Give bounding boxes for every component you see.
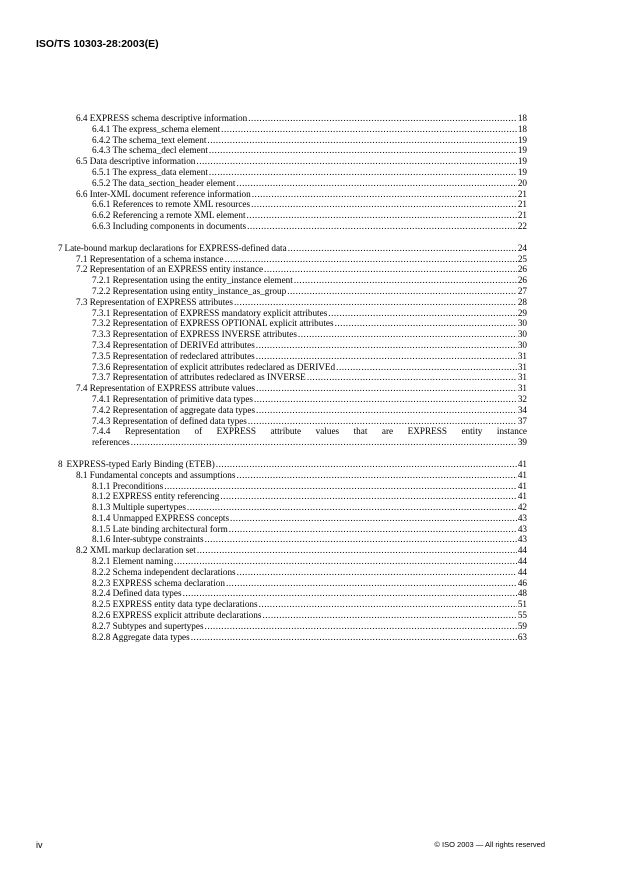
dot-leader <box>262 610 516 621</box>
toc-entry[interactable] <box>58 243 527 254</box>
toc-entry-title: 7.3.5 Representation of redeclared attributes <box>92 350 255 361</box>
toc-page-number: 24 <box>517 242 527 253</box>
dot-leader <box>164 481 517 492</box>
toc-entry-title: 8.1.3 Multiple supertypes <box>92 502 186 513</box>
toc-entry[interactable] <box>58 578 527 589</box>
toc-entry-title: 7.2.2 Representation using entity_instance_as_group <box>92 285 287 296</box>
toc-entry[interactable] <box>58 145 527 156</box>
toc-entry-title: Late-bound markup declarations for EXPRESS-defined data <box>64 242 287 253</box>
dot-leader <box>209 145 517 156</box>
toc-entry-title: 8.1.5 Late binding architectural form <box>92 523 228 534</box>
toc-entry[interactable] <box>58 556 527 567</box>
toc-entry[interactable] <box>58 610 527 621</box>
toc-page-number: 18 <box>517 123 527 134</box>
toc-page-number: 31 <box>517 350 527 361</box>
dot-leader <box>230 513 517 524</box>
table-of-contents <box>58 113 527 642</box>
toc-page-number: 59 <box>517 620 527 631</box>
dot-leader <box>236 470 516 481</box>
toc-entry[interactable] <box>58 372 527 383</box>
dot-leader <box>307 372 517 383</box>
dot-leader <box>287 286 517 297</box>
toc-clause-number: 8 <box>58 458 63 469</box>
toc-entry-title: 6.4.2 The schema_text element <box>92 134 207 145</box>
toc-entry[interactable] <box>58 189 527 200</box>
dot-leader <box>252 189 517 200</box>
toc-entry[interactable] <box>58 340 527 351</box>
toc-entry-title: 6.6.3 Including components in documents <box>92 220 247 231</box>
toc-entry[interactable] <box>58 199 527 210</box>
dot-leader <box>226 578 517 589</box>
dot-leader <box>256 383 517 394</box>
toc-entry[interactable] <box>58 588 527 599</box>
toc-entry[interactable] <box>58 178 527 189</box>
page-number: iv <box>36 840 43 850</box>
toc-page-number: 44 <box>517 556 527 567</box>
toc-entry-title: 6.4.1 The express_schema element <box>92 123 221 134</box>
toc-entry-title: 7.4.1 Representation of primitive data types <box>92 393 253 404</box>
dot-leader <box>251 199 517 210</box>
toc-page-number: 26 <box>517 264 527 275</box>
toc-entry-title: 7.3.7 Representation of attributes redeclared as INVERSE <box>92 372 306 383</box>
dot-leader <box>298 329 517 340</box>
toc-entry[interactable] <box>58 502 527 513</box>
toc-entry-title: 7.4.2 Representation of aggregate data types <box>92 404 256 415</box>
toc-page-number: 19 <box>517 134 527 145</box>
dot-leader <box>197 545 517 556</box>
toc-entry[interactable] <box>58 470 527 481</box>
toc-entry[interactable] <box>58 599 527 610</box>
toc-entry[interactable] <box>58 329 527 340</box>
toc-page-number: 41 <box>517 480 527 491</box>
dot-leader <box>229 524 517 535</box>
toc-entry-title: 7.3 Representation of EXPRESS attributes <box>76 296 233 307</box>
toc-entry-title: 6.4.3 The schema_decl element <box>92 145 208 156</box>
toc-entry-title: 8.1 Fundamental concepts and assumptions <box>76 469 236 480</box>
toc-entry-title: 8.1.1 Preconditions <box>92 480 164 491</box>
dot-leader <box>247 221 517 232</box>
dot-leader <box>191 632 517 643</box>
dot-leader <box>131 437 517 448</box>
toc-entry-title: 6.5 Data descriptive information <box>76 156 196 167</box>
toc-entry-title: 6.5.2 The data_section_header element <box>92 177 236 188</box>
toc-entry-title-continued: references <box>92 437 130 448</box>
toc-entry[interactable] <box>58 351 527 362</box>
toc-page-number: 31 <box>517 372 527 383</box>
toc-entry[interactable] <box>58 264 527 275</box>
toc-entry[interactable] <box>58 124 527 135</box>
toc-entry[interactable] <box>58 156 527 167</box>
toc-entry-title: 8.1.2 EXPRESS entity referencing <box>92 491 220 502</box>
toc-page-number: 22 <box>517 220 527 231</box>
toc-page-number: 28 <box>517 296 527 307</box>
toc-page-number: 30 <box>517 318 527 329</box>
toc-entry[interactable] <box>58 383 527 394</box>
toc-entry-title: 8.2.4 Defined data types <box>92 588 182 599</box>
toc-page-number: 51 <box>517 599 527 610</box>
dot-leader <box>256 351 517 362</box>
toc-page-number: 44 <box>517 545 527 556</box>
toc-entry[interactable] <box>58 416 527 427</box>
toc-entry[interactable] <box>58 567 527 578</box>
toc-entry-title: 8.1.4 Unmapped EXPRESS concepts <box>92 512 230 523</box>
toc-entry-title: 8.2.2 Schema independent declarations <box>92 566 236 577</box>
toc-page-number: 19 <box>517 156 527 167</box>
toc-entry-title: 7.4.4 Representation of EXPRESS attribute values that are EXPRESS entity instance <box>92 426 527 437</box>
toc-page-number: 41 <box>517 458 527 469</box>
toc-page-number: 21 <box>517 188 527 199</box>
toc-entry-title: 8.2.7 Subtypes and supertypes <box>92 620 204 631</box>
toc-page-number: 42 <box>517 502 527 513</box>
dot-leader <box>328 308 517 319</box>
toc-entry[interactable] <box>58 534 527 545</box>
toc-entry[interactable] <box>58 113 527 124</box>
dot-leader <box>209 167 517 178</box>
toc-page-number: 43 <box>517 534 527 545</box>
dot-leader <box>256 405 517 416</box>
dot-leader <box>236 178 516 189</box>
toc-entry-title: 8.2.6 EXPRESS explicit attribute declarations <box>92 610 262 621</box>
dot-leader <box>254 394 517 405</box>
toc-entry-title: 6.5.1 The express_data element <box>92 166 208 177</box>
dot-leader <box>248 113 517 124</box>
toc-page-number: 30 <box>517 339 527 350</box>
toc-entry-title: 7.3.1 Representation of EXPRESS mandatory explicit attributes <box>92 307 328 318</box>
toc-entry-title: 7.3.6 Representation of explicit attributes redeclared as DERIVEd <box>92 361 336 372</box>
toc-page-number: 43 <box>517 512 527 523</box>
dot-leader <box>256 340 517 351</box>
dot-leader <box>174 556 517 567</box>
dot-leader <box>224 254 516 265</box>
toc-entry[interactable] <box>58 524 527 535</box>
toc-entry[interactable] <box>58 275 527 286</box>
toc-page-number: 34 <box>517 404 527 415</box>
toc-entry-title: 7.4.3 Representation of defined data types <box>92 415 247 426</box>
toc-page-number: 30 <box>517 329 527 340</box>
toc-entry-title: 8.2.1 Element naming <box>92 556 174 567</box>
toc-page-number: 21 <box>517 210 527 221</box>
toc-entry[interactable] <box>58 286 527 297</box>
dot-leader <box>216 459 517 470</box>
toc-entry[interactable] <box>58 308 527 319</box>
dot-leader <box>335 318 517 329</box>
toc-page-number: 48 <box>517 588 527 599</box>
toc-page-number: 20 <box>517 177 527 188</box>
toc-entry[interactable] <box>58 297 527 308</box>
dot-leader <box>247 210 517 221</box>
dot-leader <box>248 416 517 427</box>
toc-entry[interactable] <box>58 405 527 416</box>
toc-page-number: 41 <box>517 469 527 480</box>
toc-page-number: 63 <box>517 631 527 642</box>
toc-page-number: 25 <box>517 253 527 264</box>
toc-page-number: 43 <box>517 523 527 534</box>
toc-entry-title: 8.2.8 Aggregate data types <box>92 631 190 642</box>
document-id-header: ISO/TS 10303-28:2003(E) <box>36 38 159 50</box>
toc-entry[interactable] <box>58 254 527 265</box>
toc-entry-title: 8.2 XML markup declaration set <box>76 545 196 556</box>
dot-leader <box>205 534 517 545</box>
toc-entry-title: 7.3.3 Representation of EXPRESS INVERSE attributes <box>92 329 297 340</box>
dot-leader <box>237 567 517 578</box>
toc-entry[interactable] <box>58 621 527 632</box>
toc-entry[interactable] <box>58 167 527 178</box>
dot-leader <box>264 264 517 275</box>
toc-entry[interactable] <box>58 210 527 221</box>
toc-entry[interactable] <box>58 318 527 329</box>
toc-page-number: 19 <box>517 166 527 177</box>
toc-entry-title: 7.3.2 Representation of EXPRESS OPTIONAL explicit attributes <box>92 318 334 329</box>
toc-entry[interactable] <box>58 394 527 405</box>
toc-entry[interactable] <box>58 221 527 232</box>
toc-entry[interactable] <box>58 491 527 502</box>
toc-entry-title: 8.2.5 EXPRESS entity data type declarations <box>92 599 258 610</box>
toc-page-number: 46 <box>517 577 527 588</box>
toc-page-number: 21 <box>517 199 527 210</box>
toc-entry-title: 8.1.6 Inter-subtype constraints <box>92 534 204 545</box>
dot-leader <box>220 491 516 502</box>
dot-leader <box>294 275 517 286</box>
dot-leader <box>221 124 517 135</box>
toc-entry-title: 6.6.2 Referencing a remote XML element <box>92 210 246 221</box>
toc-page-number: 27 <box>517 285 527 296</box>
dot-leader <box>259 599 517 610</box>
toc-page-number: 31 <box>517 361 527 372</box>
toc-page-number: 26 <box>517 275 527 286</box>
toc-entry[interactable] <box>58 459 527 470</box>
toc-page-number: 31 <box>517 383 527 394</box>
toc-entry-title: 6.6 Inter-XML document reference information <box>76 188 251 199</box>
toc-entry-title: 7.4 Representation of EXPRESS attribute values <box>76 383 256 394</box>
toc-page-number: 32 <box>517 393 527 404</box>
toc-entry-title: 7.1 Representation of a schema instance <box>76 253 224 264</box>
toc-entry-title: 7.3.4 Representation of DERIVEd attributes <box>92 339 255 350</box>
toc-page-number: 55 <box>517 610 527 621</box>
toc-entry[interactable] <box>58 135 527 146</box>
dot-leader <box>288 243 517 254</box>
toc-entry-title: 8.2.3 EXPRESS schema declaration <box>92 577 225 588</box>
dot-leader <box>336 362 517 373</box>
toc-entry-title: 6.6.1 References to remote XML resources <box>92 199 251 210</box>
toc-entry[interactable] <box>58 545 527 556</box>
copyright-notice: © ISO 2003 — All rights reserved <box>434 840 545 849</box>
dot-leader <box>183 588 517 599</box>
toc-entry[interactable] <box>58 362 527 373</box>
toc-page-number: 37 <box>517 415 527 426</box>
dot-leader <box>196 156 516 167</box>
toc-page-number: 41 <box>517 491 527 502</box>
toc-page-number: 18 <box>517 113 527 123</box>
toc-clause-number: 7 <box>58 242 63 253</box>
toc-entry-title: EXPRESS-typed Early Binding (ETEB) <box>66 458 215 469</box>
toc-entry[interactable] <box>58 426 527 448</box>
dot-leader <box>205 621 517 632</box>
toc-page-number: 29 <box>517 307 527 318</box>
toc-entry-title: 6.4 EXPRESS schema descriptive information <box>76 113 248 123</box>
toc-page-number: 19 <box>517 145 527 156</box>
toc-entry[interactable] <box>58 513 527 524</box>
toc-entry-title: 7.2.1 Representation using the entity_instance element <box>92 275 293 286</box>
dot-leader <box>234 297 517 308</box>
dot-leader <box>187 502 517 513</box>
toc-entry-title: 7.2 Representation of an EXPRESS entity instance <box>76 264 264 275</box>
dot-leader <box>207 135 516 146</box>
toc-entry[interactable] <box>58 632 527 643</box>
toc-page-number: 44 <box>517 566 527 577</box>
toc-page-number: 39 <box>517 437 527 448</box>
toc-entry[interactable] <box>58 481 527 492</box>
